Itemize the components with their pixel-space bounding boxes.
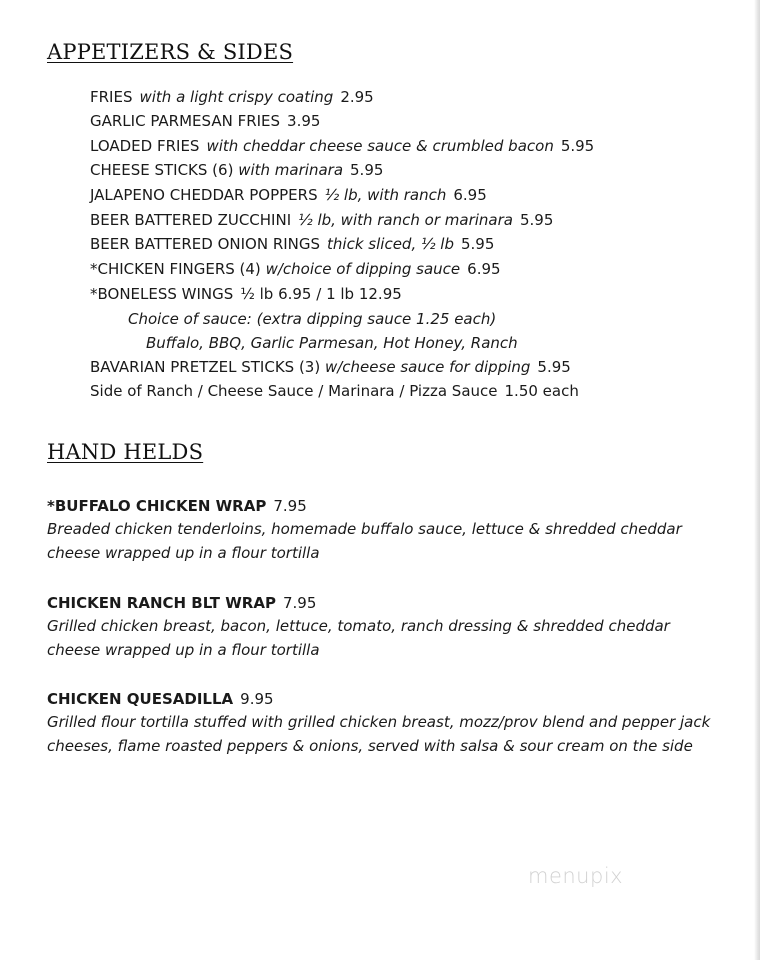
sides-text: Side of Ranch / Cheese Sauce / Marinara / Pizza Sauce (90, 382, 498, 400)
item-price: ½ lb 6.95 / 1 lb 12.95 (240, 285, 402, 303)
item-desc: w/cheese sauce for dipping (324, 358, 531, 376)
item-price: 5.95 (519, 211, 554, 229)
menu-item-loaded-fries (90, 137, 594, 155)
sides-price: 1.50 each (504, 382, 579, 400)
item-price: 6.95 (467, 260, 501, 278)
handheld-title-ranch-blt-wrap (47, 594, 316, 612)
item-name: CHICKEN RANCH BLT WRAP (47, 594, 276, 612)
item-price: 5.95 (460, 235, 495, 253)
menu-item-boneless-wings (90, 285, 402, 303)
item-price: 5.95 (537, 358, 571, 376)
item-price: 2.95 (340, 88, 374, 106)
item-price: 7.95 (273, 497, 307, 515)
menu-item-beer-battered-zucchini (90, 211, 553, 229)
item-desc: with cheddar cheese sauce & crumbled bacon (206, 137, 554, 155)
menu-item-onion-rings (90, 235, 494, 253)
item-name: CHICKEN QUESADILLA (47, 690, 234, 708)
handheld-title-quesadilla (47, 690, 274, 708)
item-name: BEER BATTERED ZUCCHINI (90, 211, 292, 229)
item-price: 7.95 (282, 594, 317, 612)
appetizers-section-title: APPETIZERS & SIDES (47, 40, 294, 64)
item-price: 6.95 (453, 186, 487, 204)
item-name: JALAPENO CHEDDAR POPPERS (90, 186, 318, 204)
item-desc: with marinara (238, 161, 344, 179)
item-name: BEER BATTERED ONION RINGS (90, 235, 321, 253)
item-desc: ½ lb, with ranch or marinara (298, 211, 513, 229)
sides-line (90, 382, 579, 400)
menu-item-pretzel-sticks (90, 358, 571, 376)
item-desc: thick sliced, ½ lb (327, 235, 454, 253)
menu-item-jalapeno-poppers (90, 186, 487, 204)
handhelds-section-title: HAND HELDS (47, 440, 204, 464)
menupix-watermark: menupix (528, 864, 624, 888)
item-name: *BONELESS WINGS (90, 285, 234, 303)
item-price: 5.95 (350, 161, 384, 179)
handheld-title-buffalo-wrap (47, 497, 307, 515)
item-price: 9.95 (240, 690, 274, 708)
item-name: GARLIC PARMESAN FRIES (90, 112, 281, 130)
item-desc: ½ lb, with ranch (324, 186, 447, 204)
menu-item-garlic-parmesan-fries (90, 112, 320, 130)
sauce-note: Choice of sauce: (extra dipping sauce 1.25 each) (128, 310, 497, 328)
handheld-desc-ranch-blt-wrap: Grilled chicken breast, bacon, lettuce, tomato, ranch dressing & shredded cheddar cheese wrapped up in a flour tortilla (47, 617, 670, 659)
handheld-desc-buffalo-wrap: Breaded chicken tenderloins, homemade buffalo sauce, lettuce & shredded cheddar cheese wrapped up in a flour tortilla (47, 520, 682, 562)
menu-item-fries (90, 88, 374, 106)
item-name: LOADED FRIES (90, 137, 200, 155)
item-name: FRIES (90, 88, 133, 106)
sauce-list: Buffalo, BBQ, Garlic Parmesan, Hot Honey, Ranch (146, 334, 518, 352)
item-desc: w/choice of dipping sauce (265, 260, 461, 278)
item-name: CHEESE STICKS (6) (90, 161, 234, 179)
handheld-desc-quesadilla: Grilled flour tortilla stuffed with grilled chicken breast, mozz/prov blend and pepper jack cheeses, flame roasted peppers & onions, served with salsa & sour cream on the side (47, 713, 711, 755)
item-name: *BUFFALO CHICKEN WRAP (47, 497, 267, 515)
item-name: BAVARIAN PRETZEL STICKS (3) (90, 358, 321, 376)
item-price: 3.95 (287, 112, 321, 130)
item-desc: with a light crispy coating (139, 88, 334, 106)
menu-item-cheese-sticks (90, 161, 383, 179)
item-price: 5.95 (560, 137, 595, 155)
item-name: *CHICKEN FINGERS (4) (90, 260, 261, 278)
page-edge (754, 0, 760, 960)
menu-item-chicken-fingers (90, 260, 501, 278)
